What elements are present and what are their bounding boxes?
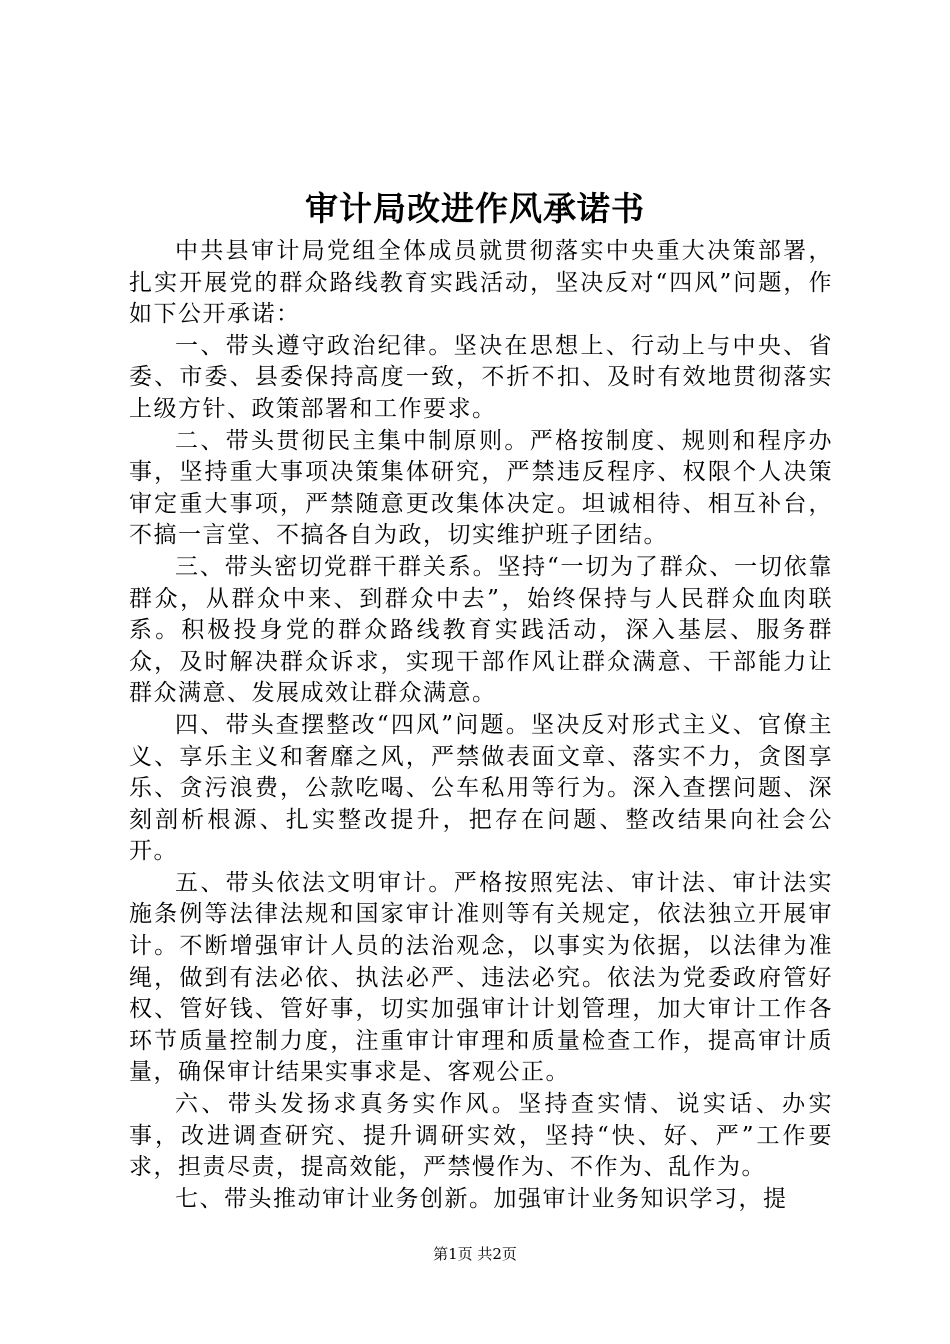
paragraph-intro: 中共县审计局党组全体成员就贯彻落实中央重大决策部署，扎实开展党的群众路线教育实践活动，坚决反对“四风”问题，作如下公开承诺： <box>129 238 833 328</box>
paragraph-item-3: 三、带头密切党群干群关系。坚持“一切为了群众、一切依靠群众，从群众中来、到群众中去”，始终保持与人民群众血肉联系。积极投身党的群众路线教育实践活动，深入基层、服务群众，及时解决群众诉求，实现干部作风让群众满意、干部能力让群众满意、发展成效让群众满意。 <box>129 553 833 707</box>
paragraph-item-4: 四、带头查摆整改“四风”问题。坚决反对形式主义、官僚主义、享乐主义和奢靡之风，严禁做表面文章、落实不力，贪图享乐、贪污浪费，公款吃喝、公车私用等行为。深入查摆问题、深刻剖析根源、扎实整改提升，把存在问题、整改结果向社会公开。 <box>129 711 833 865</box>
page-number-footer: 第1页 共2页 <box>433 1245 517 1263</box>
paragraph-item-2: 二、带头贯彻民主集中制原则。严格按制度、规则和程序办事，坚持重大事项决策集体研究，严禁违反程序、权限个人决策审定重大事项，严禁随意更改集体决定。坦诚相待、相互补台，不搞一言堂、不搞各自为政，切实维护班子团结。 <box>129 427 833 549</box>
document-title: 审计局改进作风承诺书 <box>305 189 645 228</box>
paragraph-item-5: 五、带头依法文明审计。严格按照宪法、审计法、审计法实施条例等法律法规和国家审计准则等有关规定，依法独立开展审计。不断增强审计人员的法治观念，以事实为依据，以法律为准绳，做到有法必依、执法必严、违法必究。依法为党委政府管好权、管好钱、管好事，切实加强审计计划管理，加大审计工作各环节质量控制力度，注重审计审理和质量检查工作，提高审计质量，确保审计结果实事求是、客观公正。 <box>129 869 833 1086</box>
paragraph-item-7: 七、带头推动审计业务创新。加强审计业务知识学习，提 <box>175 1185 788 1212</box>
document-body <box>129 236 833 1215</box>
paragraph-item-6: 六、带头发扬求真务实作风。坚持查实情、说实话、办实事，改进调查研究、提升调研实效，坚持“快、好、严”工作要求，担责尽责，提高效能，严禁慢作为、不作为、乱作为。 <box>129 1091 833 1181</box>
paragraph-item-1: 一、带头遵守政治纪律。坚决在思想上、行动上与中央、省委、市委、县委保持高度一致，不折不扣、及时有效地贯彻落实上级方针、政策部署和工作要求。 <box>129 332 833 422</box>
